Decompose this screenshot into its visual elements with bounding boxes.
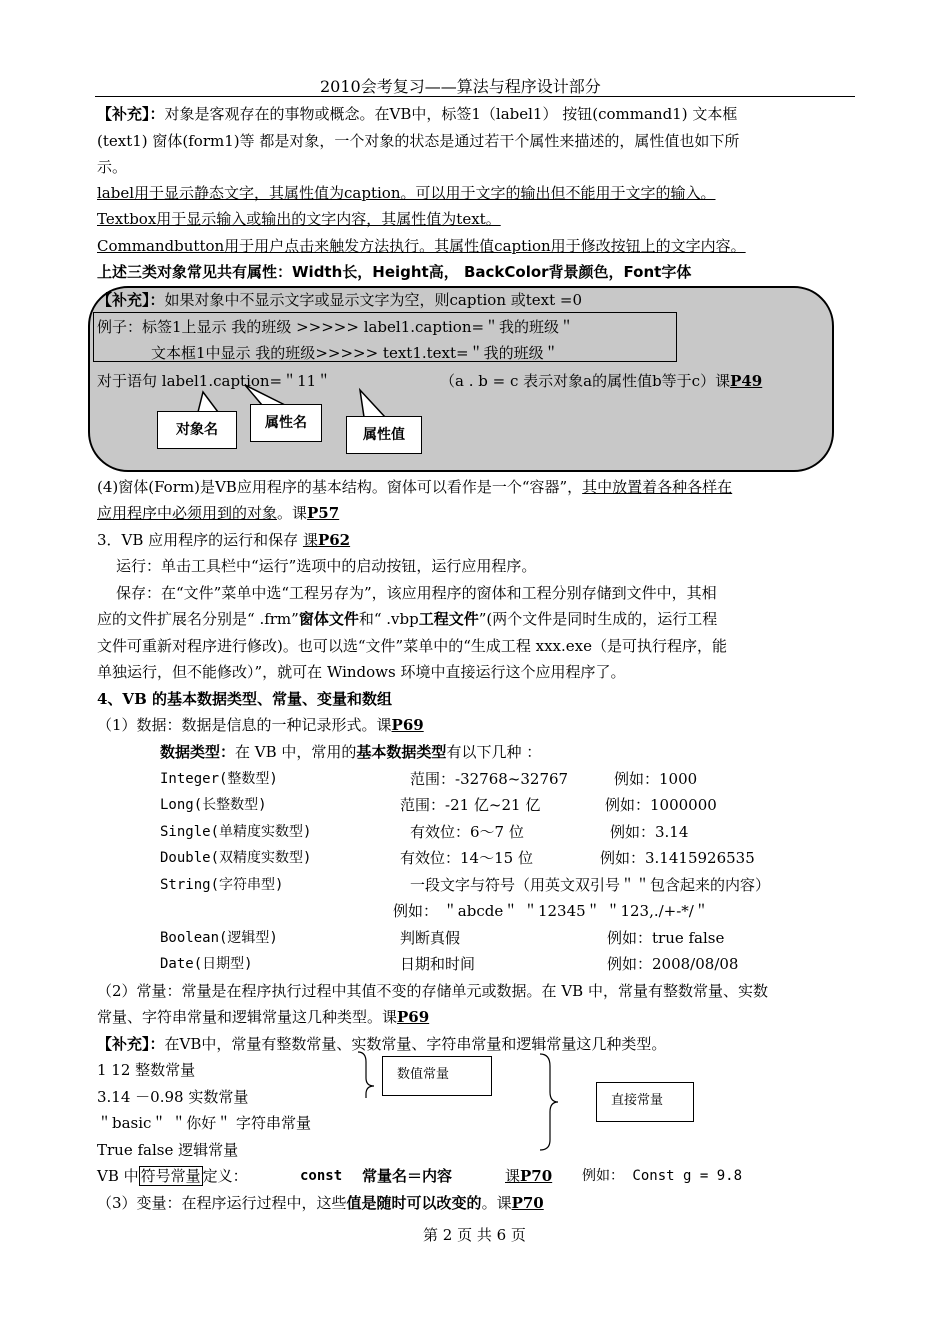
callout-property-value: 属性值 [346,416,422,454]
supp1-text1: 对象是客观存在的事物或概念。在VB中，标签1（label1） 按钮(command1) 文本框 [164,105,738,123]
form-text-c: 应用程序中必须用到的对象 [97,504,278,522]
var-ref: P70 [511,1194,544,1212]
save2-a: 应的文件扩展名分别是“ .frm” [97,610,299,628]
type-example: 例如：3.14 [610,823,689,841]
data-ref: P69 [391,716,424,734]
type-range: 日期和时间 [400,955,476,973]
example-string: ＂basic＂ ＂你好＂ 字符串常量 [97,1114,311,1132]
type-name: Single(单精度实数型) [160,824,312,840]
sec3-title [97,530,350,550]
const-ref: P69 [397,1008,430,1026]
sec3-save3: 文件可重新对程序进行修改)。也可以选“文件”菜单中的“生成工程 xxx.exe（是可执行程序，能 [97,637,727,655]
type-name: Date(日期型) [160,956,253,972]
type-example: 例如：2008/08/08 [607,955,739,973]
const-supp-tag: 【补充】： [97,1035,165,1053]
save2-e: ”(两个文件是同时生成的，运行工程 [478,610,718,628]
type-name: Long(长整数型) [160,797,267,813]
command-description: Commandbutton用于用户点击来触发方法执行。其属性值caption用于修改按钮上的文字内容。 [97,237,746,255]
types-intro [160,742,541,762]
form-text-b: 其中放置着各种各样在 [582,478,733,496]
const-line2 [97,1007,429,1027]
var-pre: （3）变量：在程序运行过程中，这些 [97,1194,347,1212]
const-supp-text: 在VB中，常量有整数常量、实数常量、字符串常量和逻辑常量这几种类型。 [164,1035,667,1053]
type-range: 范围：-21 亿~21 亿 [400,796,541,814]
bubble-example1: 例子：标签1上显示 我的班级 >>>>> label1.caption=＂我的班级＂ [97,318,575,336]
type-range: 一段文字与符号（用英文双引号＂＂包含起来的内容） [410,876,771,894]
sym-example: 例如： Const g = 9.8 [582,1168,743,1184]
types-intro-b1: 数据类型： [160,743,236,761]
textbox-description: Textbox用于显示输入或输出的文字内容，其属性值为text。 [97,210,501,228]
type-range: 范围：-32768~32767 [410,770,569,788]
callout-pointers [0,0,950,470]
save2-b: 窗体文件 [298,610,359,628]
sym-def: 定义： [202,1167,248,1185]
save2-d: 工程文件 [418,610,479,628]
type-range: 例如： ＂abcde＂ ＂12345＂ ＂123,./+-*/＂ [393,902,709,920]
supp1-line2: (text1) 窗体(form1)等 都是对象，一个对象的状态是通过若干个属性来描述的，属性值也如下所 [97,132,740,150]
type-name: Double(双精度实数型) [160,850,312,866]
data-definition [97,715,424,735]
type-range: 有效位：14～15 位 [400,849,533,867]
type-range: 有效位：6～7 位 [410,823,524,841]
sym-const-keyword: const [300,1168,343,1184]
const-line1: （2）常量：常量是在程序执行过程中其值不变的存储单元或数据。在 VB 中，常量有整数常量、实数 [97,982,768,1000]
common-properties: 上述三类对象常见共有属性：Width长，Height高， BackColor背景颜色，Font字体 [97,263,692,281]
form-line1 [97,477,732,497]
sec3-ref: P62 [317,531,351,549]
sym-pre: VB 中 [97,1167,139,1185]
sec3-save4: 单独运行，但不能修改）”，就可在 Windows 环境中直接运行这个应用程序了。 [97,663,626,681]
bubble-statement: 对于语句 label1.caption=＂11＂ [97,372,332,390]
sec3-run: 运行：单击工具栏中“运行”选项中的启动按钮，运行应用程序。 [116,557,537,575]
sec3-save1: 保存：在“文件”菜单中选“工程另存为”，该应用程序的窗体和工程分别存储到文件中，其相 [116,584,717,602]
sym-ref-wrap [505,1166,552,1186]
type-example: 例如：1000000 [605,796,717,814]
types-intro-1: 在 VB 中，常用的 [235,743,357,761]
sec3-ref-pre: 课 [302,531,318,549]
bubble-example2: 文本框1中显示 我的班级>>>>> text1.text=＂我的班级＂ [151,344,559,362]
data-def-text: （1）数据：数据是信息的一种记录形式。课 [97,716,392,734]
example-real: 3.14 －0.98 实数常量 [97,1088,249,1106]
numeric-constant-box: 数值常量 [382,1056,492,1096]
bubble-tag: 【补充】： [97,291,165,309]
example-boolean: True false 逻辑常量 [97,1141,239,1159]
type-name: Integer(整数型) [160,771,278,787]
var-post: 。课 [481,1194,512,1212]
callout-object-name: 对象名 [157,411,237,449]
sym-ref: P70 [520,1167,553,1185]
var-bold: 值是随时可以改变的 [346,1194,482,1212]
types-intro-b2: 基本数据类型 [356,743,447,761]
form-ref: P57 [307,504,340,522]
sym-const-syntax: 常量名＝内容 [362,1167,453,1185]
form-line2 [97,503,339,523]
variable-definition [97,1193,544,1213]
sym-ref-pre: 课 [505,1167,521,1185]
direct-constant-box: 直接常量 [596,1082,694,1122]
type-range: 判断真假 [400,929,461,947]
page-footer: 第 2 页 共 6 页 [423,1226,526,1244]
type-example: 例如：true false [607,929,725,947]
page-header-title: 2010会考复习——算法与程序设计部分 [320,77,601,96]
bubble-note-text: （a . b = c 表示对象a的属性值b等于c）课 [440,372,731,390]
sec3-save2 [97,609,717,629]
form-text-d: 。课 [277,504,308,522]
sec4-title: 4、VB 的基本数据类型、常量、变量和数组 [97,690,392,708]
save2-c: 和“ .vbp [358,610,419,628]
type-name: String(字符串型) [160,877,284,893]
form-text-a: (4)窗体(Form)是VB应用程序的基本结构。窗体可以看作是一个“容器”， [97,478,583,496]
sec3-title-text: 3．VB 应用程序的运行和保存 [97,531,303,549]
supp1-line3: 示。 [97,158,128,176]
types-intro-2: 有以下几种 ： [446,743,542,761]
label-description: label用于显示静态文字，其属性值为caption。可以用于文字的输出但不能用于文字的输入。 [97,184,716,202]
type-example: 例如：3.1415926535 [600,849,755,867]
callout-property-name: 属性名 [250,404,322,442]
const2-text: 常量、字符串常量和逻辑常量这几种类型。课 [97,1008,398,1026]
symbolic-constant [97,1166,248,1186]
sym-boxed: 符号常量 [140,1167,201,1185]
bubble-text: 如果对象中不显示文字或显示文字为空，则caption 或text =0 [164,291,583,309]
supp-tag: 【补充】： [97,105,165,123]
type-name: Boolean(逻辑型) [160,930,278,946]
type-example: 例如：1000 [614,770,698,788]
bubble-note-ref: P49 [730,372,763,390]
example-integer: 1 12 整数常量 [97,1061,196,1079]
